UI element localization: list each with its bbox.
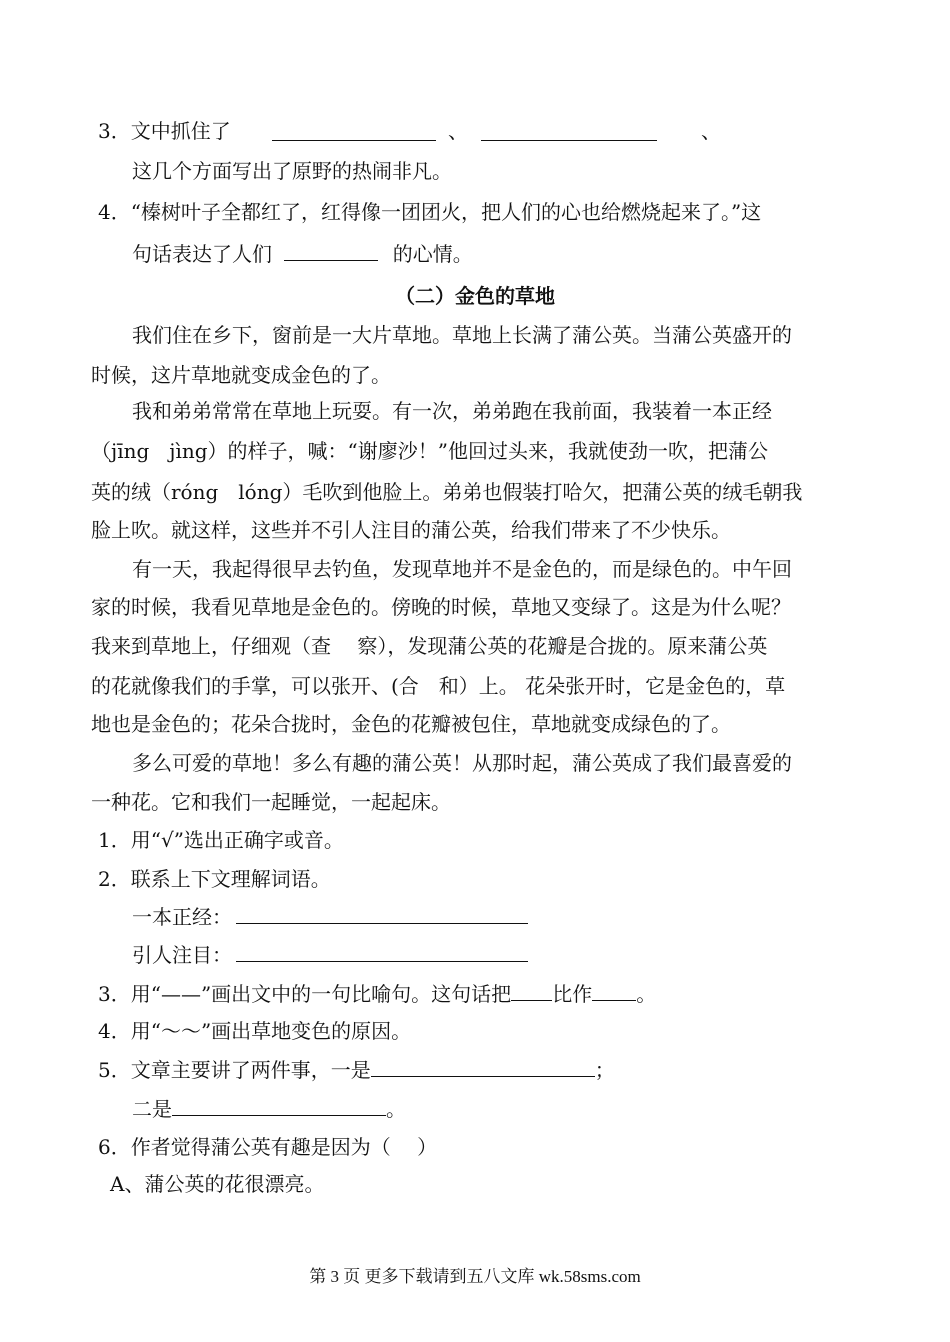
passage-line: 脸上吹。就这样，这些并不引人注目的蒲公英，给我们带来了不少快乐。 [91,518,731,542]
question-2: 2．联系上下文理解词语。 [98,867,331,891]
passage-line: 我来到草地上，仔细观（查 察），发现蒲公英的花瓣是合拢的。原来蒲公英 [91,634,768,658]
passage-line: 的花就像我们的手掌，可以张开、(合 和）上。 花朵张开时，它是金色的，草 [91,674,786,698]
q3-prev-sep-1: 、 [448,119,468,143]
question-3-blank-2[interactable] [592,980,636,1001]
passage-line: 多么可爱的草地！多么有趣的蒲公英！从那时起，蒲公英成了我们最喜爱的 [132,751,792,775]
section-title: （二）金色的草地 [395,284,555,308]
question-2b [132,941,528,969]
question-2b-label: 引人注目： [132,943,232,967]
passage-line: 我们住在乡下，窗前是一大片草地。草地上长满了蒲公英。当蒲公英盛开的 [132,323,792,347]
question-6: 6．作者觉得蒲公英有趣是因为（ ） [98,1135,438,1159]
question-5-blank-1[interactable] [371,1056,595,1077]
question-4: 4．用“～～”画出草地变色的原因。 [98,1019,412,1043]
question-3-blank-1[interactable] [511,980,552,1001]
passage-line: 家的时候，我看见草地是金色的。傍晚的时候，草地又变绿了。这是为什么呢？ [91,595,791,619]
q3-prev-line [98,117,231,145]
q4-prev-continuation [132,240,473,268]
question-6-option-a: A、蒲公英的花很漂亮。 [110,1172,325,1196]
q3-prev-blank-1[interactable] [272,120,436,141]
question-5-blank-2[interactable] [172,1095,386,1116]
q4-prev-blank[interactable] [284,240,378,261]
question-5b [132,1095,406,1123]
q4-prev-before: 句话表达了人们 [132,242,272,266]
question-3-mid: 比作 [552,982,593,1006]
q3-prev-continuation: 这几个方面写出了原野的热闹非凡。 [132,159,452,183]
passage-line: 有一天，我起得很早去钓鱼，发现草地并不是金色的，而是绿色的。中午回 [132,557,792,581]
question-3-end: 。 [636,982,657,1006]
page-footer: 第 3 页 更多下载请到五八文库 wk.58sms.com [309,1267,641,1286]
question-5b-end: 。 [386,1097,406,1121]
question-2a-blank[interactable] [236,903,528,924]
q3-prev-sep-2: 、 [701,119,721,143]
q4-prev-line [98,198,761,226]
passage-line: 我和弟弟常常在草地上玩耍。有一次，弟弟跑在我前面，我装着一本正经 [132,399,772,423]
passage-line: （jīng jìng）的样子，喊：“谢廖沙！”他回过头来，我就使劲一吹，把蒲公 [91,439,769,463]
q4-prev-text: “榛树叶子全都红了，红得像一团团火，把人们的心也给燃烧起来了。”这 [130,200,762,224]
question-5b-before: 二是 [132,1097,172,1121]
question-5 [98,1056,615,1084]
question-2a [132,903,528,931]
question-2b-blank[interactable] [236,941,528,962]
passage-line: 一种花。它和我们一起睡觉，一起起床。 [91,790,451,814]
q3-prev-num: 3． [98,119,131,143]
question-3-before: 3．用“——”画出文中的一句比喻句。这句话把 [98,982,512,1006]
q4-prev-num: 4． [98,200,131,224]
question-1: 1．用“√”选出正确字或音。 [98,828,344,852]
passage-line: 时候，这片草地就变成金色的了。 [91,363,391,387]
passage-line: 英的绒（róng lóng）毛吹到他脸上。弟弟也假装打哈欠，把蒲公英的绒毛朝我 [91,480,803,504]
question-5-before: 5．文章主要讲了两件事，一是 [98,1058,371,1082]
q3-prev-text: 文中抓住了 [130,119,231,143]
question-2a-label: 一本正经： [132,905,232,929]
passage-line: 地也是金色的；花朵合拢时，金色的花瓣被包住，草地就变成绿色的了。 [91,712,731,736]
question-5-end: ； [594,1058,615,1082]
q3-prev-blank-2[interactable] [481,120,657,141]
question-3 [98,980,656,1008]
q4-prev-after: 的心情。 [392,242,473,266]
